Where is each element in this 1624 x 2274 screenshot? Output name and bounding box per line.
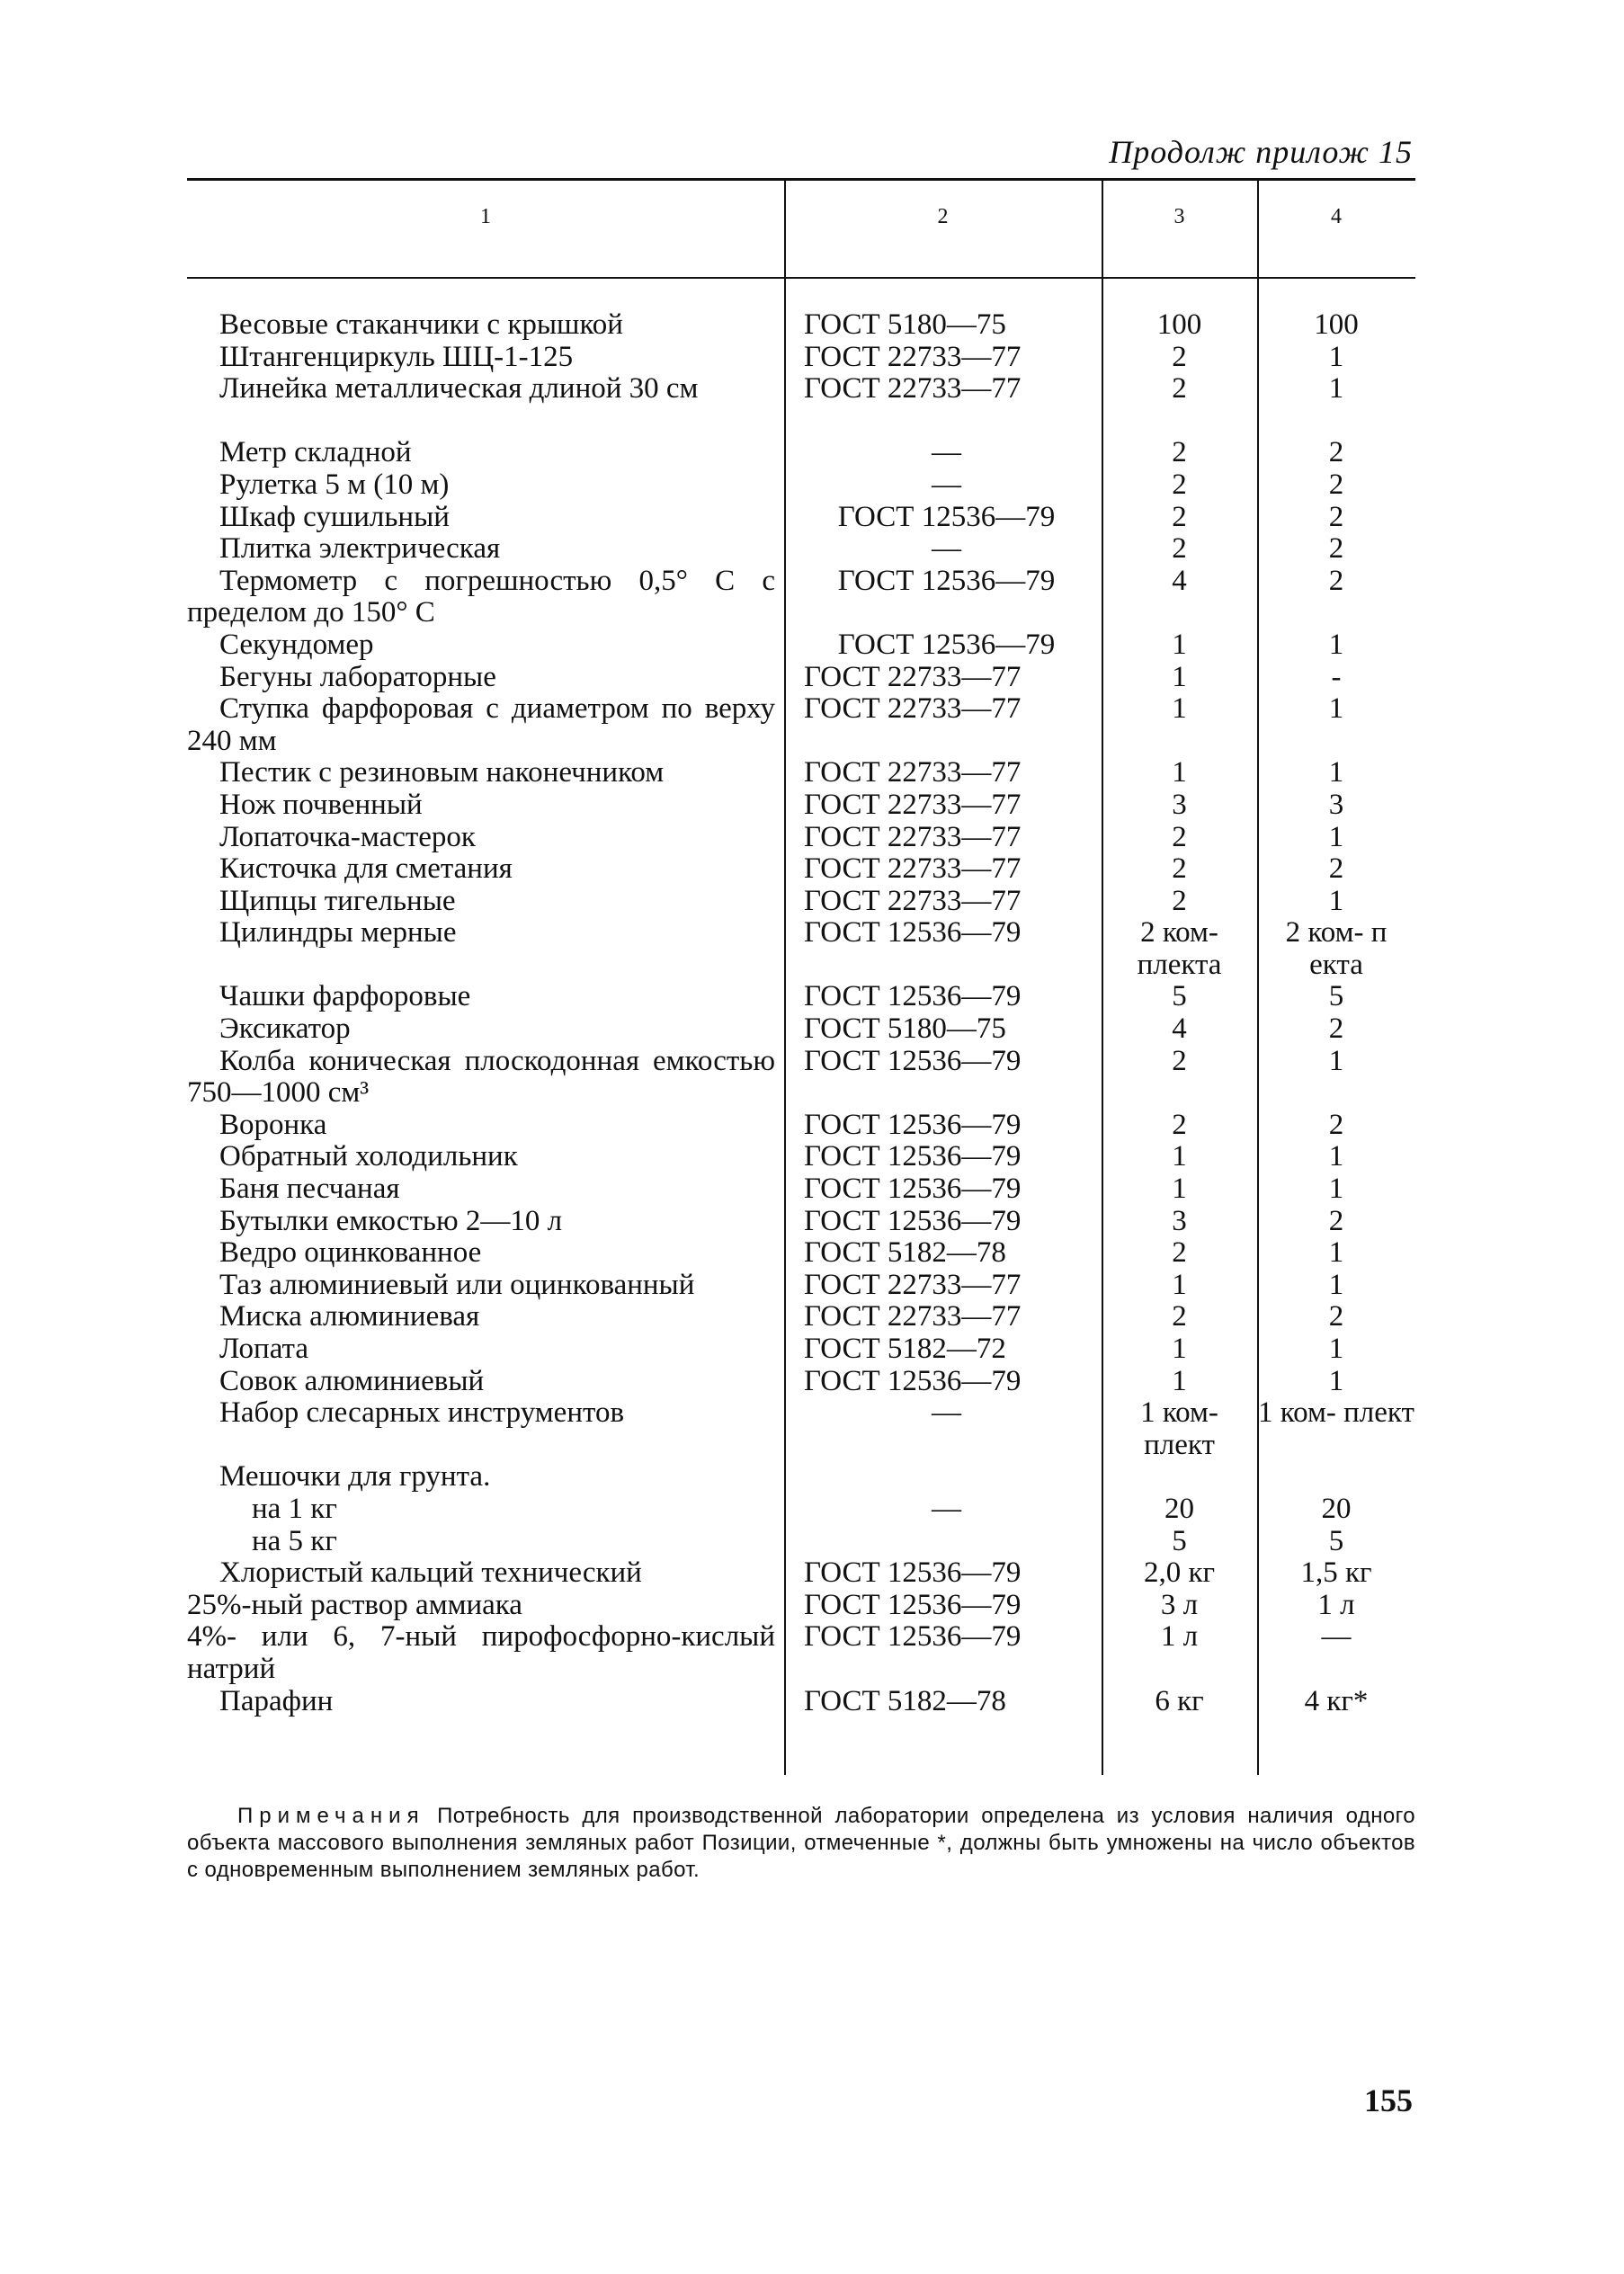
table-row <box>187 1301 1415 1333</box>
gost-cell: ГОСТ 5180—75 <box>804 308 1006 341</box>
quantity-col3: 2 <box>1172 500 1187 533</box>
quantity-col3: 6 кг <box>1155 1684 1204 1717</box>
table-row <box>187 789 1415 822</box>
quantity-col4: 5 <box>1328 980 1344 1013</box>
quantity-col4: 2 <box>1328 564 1344 597</box>
gost-cell: ГОСТ 12536—79 <box>837 564 1056 597</box>
gost-cell: ГОСТ 22733—77 <box>804 660 1022 693</box>
table-row <box>187 437 1415 469</box>
gost-cell: ГОСТ 5182—78 <box>804 1236 1006 1270</box>
table-row <box>187 1397 1415 1461</box>
quantity-col3: 2 <box>1172 532 1187 566</box>
quantity-col3: 2 <box>1172 436 1187 469</box>
item-name: Штангенциркуль ШЦ-1-125 <box>219 340 574 373</box>
gost-cell: — <box>932 436 961 469</box>
quantity-col4: 1 <box>1328 1173 1344 1206</box>
quantity-col4: 3 <box>1328 788 1344 821</box>
table-row <box>187 1270 1415 1302</box>
quantity-col3: 4 <box>1172 564 1187 597</box>
item-name: Эксикатор <box>219 1012 351 1046</box>
gost-cell: ГОСТ 12536—79 <box>804 980 1022 1013</box>
quantity-col4: 2 <box>1328 532 1344 566</box>
table-row <box>187 1461 1415 1494</box>
page-number: 155 <box>1364 2082 1413 2118</box>
quantity-col3: 1 <box>1172 628 1187 661</box>
notes-label: Примечания <box>237 1804 425 1828</box>
item-name: Нож почвенный <box>219 788 423 821</box>
item-name: Воронка <box>219 1108 327 1141</box>
table-row <box>187 1110 1415 1142</box>
quantity-col4: 2 <box>1328 1108 1344 1141</box>
table-row <box>187 1686 1415 1718</box>
table-row <box>187 853 1415 886</box>
item-name: 4%- или 6, 7-ный пирофосфорно-кислый натрий <box>187 1620 775 1685</box>
table-row <box>187 566 1415 629</box>
quantity-col4: 1 <box>1328 1268 1344 1301</box>
item-name: Баня песчаная <box>219 1173 400 1206</box>
gost-cell: ГОСТ 22733—77 <box>804 884 1022 917</box>
table-header-rule <box>187 277 1415 279</box>
table-row <box>187 917 1415 981</box>
table-row <box>187 1333 1415 1366</box>
item-name: Набор слесарных инструментов <box>219 1396 625 1430</box>
table-row <box>187 373 1415 437</box>
table-row <box>187 1557 1415 1590</box>
quantity-col4: 1 <box>1328 884 1344 917</box>
gost-cell: ГОСТ 12536—79 <box>804 1204 1022 1237</box>
quantity-col4: — <box>1321 1620 1352 1654</box>
quantity-col3: 2 <box>1172 884 1187 917</box>
gost-cell: ГОСТ 12536—79 <box>837 628 1056 661</box>
item-name: Чашки фарфоровые <box>219 980 471 1013</box>
running-head: Продолж прилож 15 <box>1109 134 1413 170</box>
table-row <box>187 629 1415 662</box>
item-name: Мешочки для грунта. <box>219 1460 491 1494</box>
gost-cell: ГОСТ 12536—79 <box>804 1173 1022 1206</box>
quantity-col4: 2 <box>1328 436 1344 469</box>
table-row <box>187 342 1415 374</box>
item-name: Совок алюминиевый <box>219 1364 485 1397</box>
gost-cell: ГОСТ 12536—79 <box>804 1140 1022 1173</box>
gost-cell: ГОСТ 12536—79 <box>804 1044 1022 1077</box>
table-row <box>187 1141 1415 1173</box>
gost-cell: ГОСТ 22733—77 <box>804 852 1022 886</box>
quantity-col3: 2 <box>1172 1300 1187 1333</box>
gost-cell: ГОСТ 22733—77 <box>804 372 1022 406</box>
quantity-col3: 2 <box>1172 340 1187 373</box>
quantity-col3: 100 <box>1156 308 1202 341</box>
quantity-col3: 1 <box>1172 1364 1187 1397</box>
item-name: Колба коническая плоскодонная емкостью 750—1000 см³ <box>187 1044 775 1110</box>
gost-cell: ГОСТ 22733—77 <box>804 820 1022 853</box>
item-name: Линейка металлическая длиной 30 см <box>219 372 699 406</box>
quantity-col4: 1 ком- плект <box>1258 1396 1414 1430</box>
item-name: Плитка электрическая <box>219 532 501 566</box>
item-name: Таз алюминиевый или оцинкованный <box>219 1268 695 1301</box>
item-name: Парафин <box>219 1684 334 1717</box>
item-name: 25%-ный раствор аммиака <box>187 1588 522 1621</box>
item-name: на 1 кг <box>252 1492 337 1525</box>
quantity-col3: 2 <box>1172 852 1187 886</box>
quantity-col4: 1 <box>1328 692 1344 726</box>
item-name: Миска алюминиевая <box>219 1300 480 1333</box>
quantity-col4: 1,5 кг <box>1300 1556 1372 1590</box>
column-header-4: 4 <box>1331 205 1342 228</box>
quantity-col4: 1 <box>1328 628 1344 661</box>
quantity-col4: 1 <box>1328 1236 1344 1270</box>
quantity-col4: 100 <box>1314 308 1359 341</box>
table-row <box>187 1621 1415 1685</box>
gost-cell: ГОСТ 5182—72 <box>804 1333 1006 1365</box>
quantity-col4: 2 <box>1328 468 1344 501</box>
quantity-col4: 2 <box>1328 1300 1344 1333</box>
quantity-col4: 2 <box>1328 1204 1344 1237</box>
quantity-col3: 1 <box>1172 692 1187 726</box>
table-row <box>187 1366 1415 1398</box>
table-row <box>187 1590 1415 1622</box>
item-name: Щипцы тигельные <box>219 884 456 917</box>
quantity-col3: 1 <box>1172 1333 1187 1365</box>
item-name: Метр складной <box>219 436 412 469</box>
quantity-col3: 2,0 кг <box>1143 1556 1216 1590</box>
quantity-col4: 1 <box>1328 820 1344 853</box>
quantity-col3: 1 <box>1172 1140 1187 1173</box>
quantity-col3: 2 <box>1172 1236 1187 1270</box>
gost-cell: ГОСТ 22733—77 <box>804 1268 1022 1301</box>
table-row <box>187 886 1415 918</box>
quantity-col4: 2 <box>1328 1012 1344 1046</box>
gost-cell: ГОСТ 22733—77 <box>804 692 1022 726</box>
gost-cell: ГОСТ 22733—77 <box>804 1300 1022 1333</box>
quantity-col3: 5 <box>1172 980 1187 1013</box>
column-header-2: 2 <box>937 205 949 228</box>
quantity-col4: - <box>1331 660 1342 693</box>
notes-text: Потребность для производственной лаборатории определена из условия наличия одного объекта массового выполнения земляных работ Позиции, отмеченные *, должны быть умножены на число объектов с одновременным выполнением земляных работ. <box>187 1804 1415 1882</box>
gost-cell: — <box>932 1396 961 1430</box>
table-row <box>187 693 1415 757</box>
table-row <box>187 1237 1415 1270</box>
item-name: Секундомер <box>219 628 374 661</box>
table-row <box>187 469 1415 502</box>
item-name: Цилиндры мерные <box>219 916 457 950</box>
quantity-col4: 1 <box>1328 1364 1344 1397</box>
quantity-col4: 1 <box>1328 1140 1344 1173</box>
table-row <box>187 757 1415 789</box>
item-name: Ведро оцинкованное <box>219 1236 482 1270</box>
quantity-col3: 2 <box>1172 1044 1187 1077</box>
gost-cell: — <box>932 532 961 566</box>
quantity-col3: 4 <box>1172 1012 1187 1046</box>
quantity-col4: 1 <box>1328 372 1344 406</box>
gost-cell: ГОСТ 22733—77 <box>804 788 1022 821</box>
table-row <box>187 822 1415 854</box>
equipment-table-body <box>187 309 1415 1717</box>
gost-cell: ГОСТ 12536—79 <box>837 500 1056 533</box>
quantity-col4: 1 <box>1328 1333 1344 1365</box>
quantity-col3: 1 <box>1172 1268 1187 1301</box>
quantity-col4: 1 <box>1328 1044 1344 1077</box>
gost-cell: ГОСТ 12536—79 <box>804 1556 1022 1590</box>
gost-cell: ГОСТ 5182—78 <box>804 1684 1006 1717</box>
quantity-col3: 1 ком- плект <box>1140 1396 1218 1461</box>
gost-cell: ГОСТ 22733—77 <box>804 756 1022 789</box>
quantity-col3: 2 <box>1172 1108 1187 1141</box>
item-name: Обратный холодильник <box>219 1140 518 1173</box>
quantity-col4: 1 <box>1328 340 1344 373</box>
quantity-col3: 1 <box>1172 660 1187 693</box>
gost-cell: ГОСТ 22733—77 <box>804 340 1022 373</box>
item-name: Весовые стаканчики с крышкой <box>219 308 623 341</box>
quantity-col4: 1 <box>1328 756 1344 789</box>
table-notes <box>187 1803 1415 1884</box>
quantity-col4: 4 кг* <box>1304 1684 1369 1717</box>
quantity-col3: 3 л <box>1160 1588 1199 1621</box>
gost-cell: — <box>932 1492 961 1525</box>
item-name: на 5 кг <box>252 1524 337 1557</box>
gost-cell: ГОСТ 12536—79 <box>804 916 1022 950</box>
gost-cell: ГОСТ 12536—79 <box>804 1108 1022 1141</box>
quantity-col3: 1 <box>1172 1173 1187 1206</box>
quantity-col3: 3 <box>1172 1204 1187 1237</box>
quantity-col3: 5 <box>1172 1524 1187 1557</box>
quantity-col3: 2 <box>1172 820 1187 853</box>
item-name: Бегуны лабораторные <box>219 660 496 693</box>
quantity-col4: 2 <box>1328 500 1344 533</box>
quantity-col3: 1 л <box>1160 1620 1199 1654</box>
table-row <box>187 1173 1415 1206</box>
table-row <box>187 662 1415 694</box>
table-row <box>187 533 1415 566</box>
quantity-col4: 20 <box>1321 1492 1352 1525</box>
quantity-col4: 1 л <box>1317 1588 1355 1621</box>
gost-cell: ГОСТ 12536—79 <box>804 1620 1022 1654</box>
item-name: Хлористый кальций технический <box>219 1556 642 1590</box>
gost-cell: ГОСТ 5180—75 <box>804 1012 1006 1046</box>
item-name: Кисточка для сметания <box>219 852 513 886</box>
table-top-rule <box>187 178 1415 181</box>
table-row <box>187 502 1415 534</box>
quantity-col3: 1 <box>1172 756 1187 789</box>
table-row <box>187 1206 1415 1238</box>
table-row <box>187 1494 1415 1526</box>
quantity-col4: 2 ком- п екта <box>1285 916 1388 981</box>
quantity-col3: 2 <box>1172 468 1187 501</box>
item-name: Пестик с резиновым наконечником <box>219 756 665 789</box>
column-header-1: 1 <box>480 205 491 228</box>
item-name: Бутылки емкостью 2—10 л <box>219 1204 563 1237</box>
table-row <box>187 1013 1415 1046</box>
item-name: Лопаточка-мастерок <box>219 820 476 853</box>
quantity-col3: 3 <box>1172 788 1187 821</box>
table-row <box>187 309 1415 342</box>
quantity-col4: 5 <box>1328 1524 1344 1557</box>
table-row <box>187 981 1415 1013</box>
gost-cell: ГОСТ 12536—79 <box>804 1364 1022 1397</box>
item-name: Лопата <box>219 1333 308 1365</box>
gost-cell: — <box>932 468 961 501</box>
quantity-col3: 2 ком- плекта <box>1137 916 1222 981</box>
item-name: Рулетка 5 м (10 м) <box>219 468 450 501</box>
quantity-col4: 2 <box>1328 852 1344 886</box>
quantity-col3: 20 <box>1164 1492 1194 1525</box>
item-name: Термометр с погрешностью 0,5° С с пределом до 150° С <box>187 564 775 629</box>
column-header-3: 3 <box>1173 205 1185 228</box>
gost-cell: ГОСТ 12536—79 <box>804 1588 1022 1621</box>
item-name: Ступка фарфоровая с диаметром по верху 240 мм <box>187 692 775 757</box>
table-row <box>187 1046 1415 1110</box>
item-name: Шкаф сушильный <box>219 500 450 533</box>
table-row <box>187 1526 1415 1558</box>
quantity-col3: 2 <box>1172 372 1187 406</box>
